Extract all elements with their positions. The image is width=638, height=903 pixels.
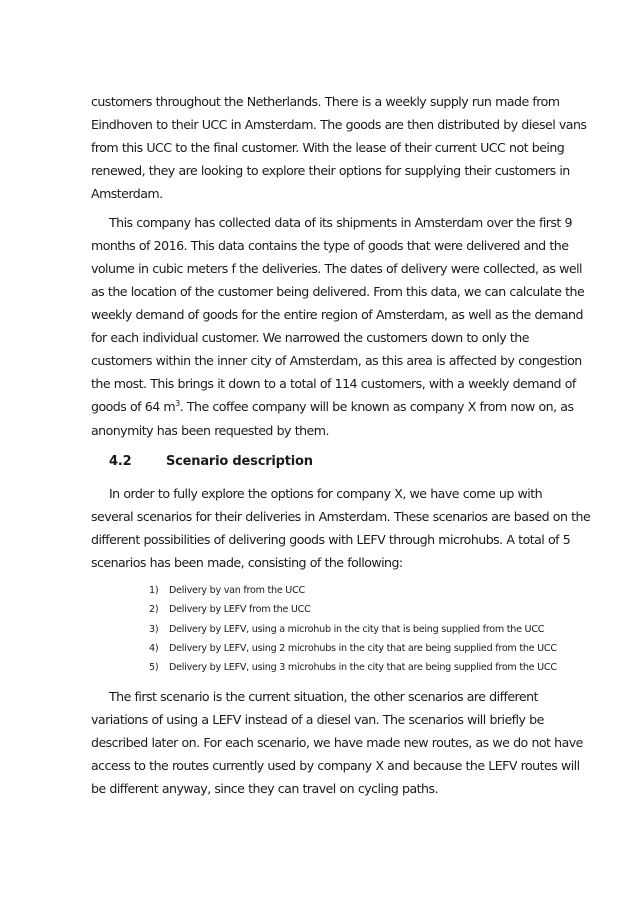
paragraph-line: customers throughout the Netherlands. There is a weekly supply run made from [91,94,560,109]
text-fragment: goods of 64 m [91,399,176,414]
text-fragment: . The coffee company will be known as company X from now on, as [179,399,574,414]
list-marker: 2) [149,604,159,616]
paragraph-line: access to the routes currently used by company X and because the LEFV routes will [91,758,580,773]
paragraph-line: anonymity has been requested by them. [91,423,329,438]
section-number: 4.2 [109,454,132,469]
paragraph-line: renewed, they are looking to explore their options for supplying their customers in [91,163,570,178]
paragraph-line [91,395,574,419]
list-item [149,581,557,600]
paragraph-line: Amsterdam. [91,186,163,201]
list-item-text: Delivery by LEFV from the UCC [169,604,311,616]
paragraph-line: volume in cubic meters f the deliveries. The dates of delivery were collected, as well [91,261,582,276]
paragraph-2 [91,211,585,442]
paragraph-line: variations of using a LEFV instead of a diesel van. The scenarios will briefly be [91,712,544,727]
scenario-list [149,581,557,677]
list-item-text: Delivery by LEFV, using a microhub in the city that is being supplied from the UCC [169,623,545,635]
list-marker: 5) [149,662,159,674]
paragraph-line: Eindhoven to their UCC in Amsterdam. The goods are then distributed by diesel vans [91,117,587,132]
paragraph-line: be different anyway, since they can travel on cycling paths. [91,781,438,796]
list-item [149,600,557,619]
paragraph-line: months of 2016. This data contains the type of goods that were delivered and the [91,238,569,253]
paragraph-line: from this UCC to the final customer. With the lease of their current UCC not being [91,140,565,155]
paragraph-line: The first scenario is the current situation, the other scenarios are different [109,689,538,704]
superscript: 3 [175,398,180,408]
paragraph-line: different possibilities of delivering goods with LEFV through microhubs. A total of 5 [91,532,571,547]
list-marker: 4) [149,642,159,654]
paragraph-line: the most. This brings it down to a total of 114 customers, with a weekly demand of [91,376,576,391]
list-item [149,639,557,658]
list-marker: 1) [149,585,159,596]
paragraph-line: In order to fully explore the options for company X, we have come up with [109,486,543,501]
list-item-text: Delivery by van from the UCC [169,585,305,596]
list-item [149,658,557,677]
list-item [149,620,557,639]
paragraph-3 [91,482,591,574]
paragraph-1 [91,90,587,205]
paragraph-line: customers within the inner city of Amsterdam, as this area is affected by congestion [91,353,582,368]
list-item-text: Delivery by LEFV, using 3 microhubs in the city that are being supplied from the UCC [169,662,557,674]
paragraph-line: for each individual customer. We narrowed the customers down to only the [91,330,529,345]
paragraph-line: as the location of the customer being delivered. From this data, we can calculate the [91,284,585,299]
paragraph-line: weekly demand of goods for the entire region of Amsterdam, as well as the demand [91,307,583,322]
paragraph-line: scenarios has been made, consisting of the following: [91,555,403,570]
paragraph-line: described later on. For each scenario, we have made new routes, as we do not have [91,735,583,750]
section-heading [109,454,313,469]
paragraph-line: several scenarios for their deliveries in Amsterdam. These scenarios are based on the [91,509,591,524]
list-marker: 3) [149,623,159,635]
list-item-text: Delivery by LEFV, using 2 microhubs in the city that are being supplied from the UCC [169,642,557,654]
paragraph-4 [91,685,583,800]
paragraph-line: This company has collected data of its shipments in Amsterdam over the first 9 [109,215,573,230]
section-title: Scenario description [166,454,313,469]
